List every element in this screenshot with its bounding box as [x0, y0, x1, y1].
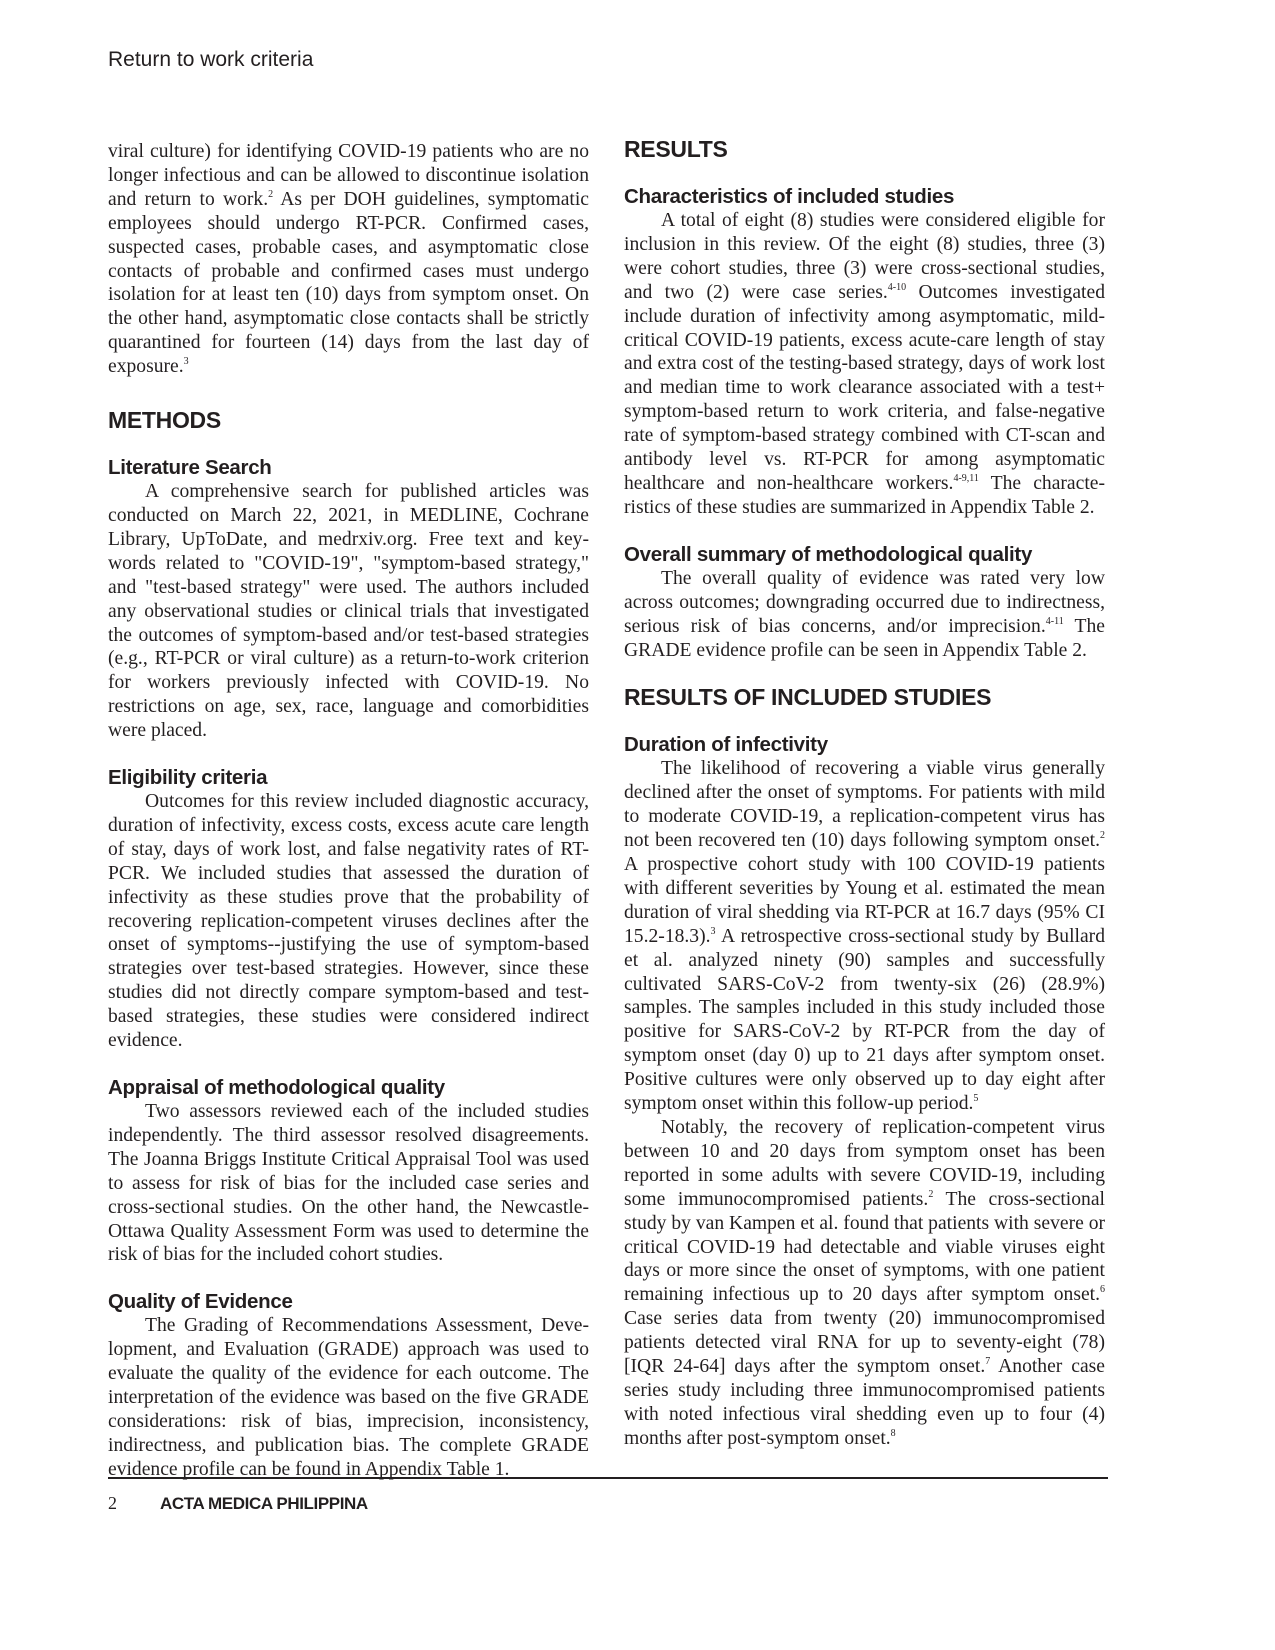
paragraph-text: A total of eight (8) studies were considered eligible for inclusion in this review. Of the eight (8) studies, three (3) were cohort studies, three (3) were cross-sectional studies, and two (2) were case series.: [624, 210, 1105, 303]
subsection-heading-characteristics: Characteristics of included studies: [624, 185, 955, 208]
running-title: Return to work criteria: [108, 48, 314, 71]
intro-continuation-paragraph: [108, 140, 589, 379]
paragraph-text: The characte-ristics of these studies are summarized in Appendix Table 2.: [624, 472, 1105, 518]
citation-ref: 2: [1100, 830, 1105, 842]
subsection-heading-duration-of-infectivity: Duration of infectivity: [624, 733, 828, 757]
literature-search-paragraph: A comprehensive search for published articles was conducted on March 22, 2021, in MEDLINE, Cochrane Library, UpToDate, and medrxiv.org. Free text and key-words related to "COVID-19", "symptom-based strategy," and "test-based strategy" were used. The authors included any observational studies or clinical trials that investigated the outcomes of symptom-based and/or test-based strategies (e.g., RT-PCR or viral culture) as a return-to-work criterion for workers previously infected with COVID-19. No restrictions on age, sex, race, language and comorbidities were placed.: [108, 481, 589, 742]
citation-ref: 4-9,11: [953, 472, 979, 484]
paragraph-text: The overall quality of evidence was rated very low across outcomes; downgrading occurred due to indirectness, serious risk of bias concerns, and/or imprecision.: [624, 567, 1105, 637]
footer-divider: [108, 1477, 1108, 1479]
citation-ref: 5: [973, 1093, 979, 1105]
citation-ref: 2: [268, 188, 274, 200]
paragraph-text: viral culture) for identifying COVID-19 patients who are no longer infectious and can be allowed to discontinue isolation and return to work.: [108, 141, 589, 210]
section-heading-results: RESULTS: [624, 136, 728, 162]
subsection-heading-appraisal: Appraisal of methodological quality: [108, 1076, 445, 1099]
subsection-heading-literature-search: Literature Search: [108, 456, 272, 480]
paragraph-text: Notably, the recovery of replication-competent virus between 10 and 20 days from symptom onset has been reported in some adults with severe COVID-19, including some immunocompromised patients.: [624, 1117, 1105, 1210]
paragraph-text: As per DOH guidelines, symptomatic employees should undergo RT-PCR. Confirmed cases, suspected cases, probable cases, and asymptomatic close contacts of probable and confirmed cases must undergo isolation for at least ten (10) days from symptom onset. On the other hand, asymptomatic close contacts shall be strictly quarantined for fourteen (14) days from the last day of exposure.: [108, 188, 589, 378]
subsection-heading-overall-summary: Overall summary of methodological quality: [624, 542, 1033, 566]
duration-of-infectivity-paragraph-1: [624, 757, 1105, 1116]
paragraph-text: Another case series study including three immunocompromised patients with noted infectious viral shedding even up to four (4) months after post-symptom onset.: [624, 1356, 1105, 1449]
quality-of-evidence-paragraph: The Grading of Recommendations Assessment, Deve-lopment, and Evaluation (GRADE) approach was used to evaluate the quality of the evidence for each outcome. The interpretation of the evidence was based on the five GRADE considerations: risk of bias, imprecision, inconsistency, indirectness, and publication bias. The complete GRADE evidence profile can be found in Appendix Table 1.: [108, 1315, 589, 1480]
appraisal-paragraph: Two assessors reviewed each of the included studies independently. The third assessor resolved disagreements. The Joanna Briggs Institute Critical Appraisal Tool was used to assess for risk of bias for the included case series and cross-sectional studies. On the other hand, the Newcastle-Ottawa Quality Assessment Form was used to determine the risk of bias for the included cohort studies.: [108, 1101, 589, 1266]
characteristics-paragraph: [624, 209, 1105, 520]
citation-ref: 2: [928, 1188, 934, 1200]
paragraph-text: The cross-sectional study by van Kampen et al. found that patients with severe or critical COVID-19 had detectable and viable viruses eight days or more since the onset of symptoms, with one patient remaining infectious up to 20 days after symptom onset.: [624, 1188, 1106, 1306]
section-heading-results-of-included-studies: RESULTS OF INCLUDED STUDIES: [624, 684, 992, 711]
subsection-heading-eligibility: Eligibility criteria: [108, 766, 268, 790]
duration-of-infectivity-paragraph-2: [624, 1116, 1105, 1451]
left-column: [108, 140, 589, 1482]
overall-summary-paragraph: [624, 567, 1105, 663]
paragraph-text: A prospective cohort study with 100 COVID-19 patients with different severities by Young et al. estimated the mean duration of viral shedding via RT-PCR at 16.7 days (95% CI 15.2-18.3).: [624, 854, 1105, 947]
subsection-heading-quality-of-evidence: Quality of Evidence: [108, 1290, 293, 1314]
paragraph-text: A retrospective cross-sectional study by Bullard et al. analyzed ninety (90) samples and successfully cultivated SARS-CoV-2 from twenty-six (26) (28.9%) samples. The samples included in this study included those positive for SARS-CoV-2 by RT-PCR from the day of symptom onset (day 0) up to 21 days after symptom onset. Positive cultures were only observed up to day eight after symptom onset within this follow-up period.: [624, 925, 1105, 1115]
section-heading-methods: METHODS: [108, 407, 221, 434]
citation-ref: 6: [1100, 1284, 1105, 1296]
page-footer: [108, 1493, 368, 1514]
paragraph-text: Outcomes investigated include duration of infectivity among asymptomatic, mild-critical COVID-19 patients, excess acute-care length of stay and extra cost of the testing-based strategy, days of work lost and median time to work clearance associated with a test+ symptom-based return to work criteria, and false-negative rate of symptom-based strategy combined with CT-scan and antibody level vs. RT-PCR for among asymptomatic healthcare and non-healthcare workers.: [624, 281, 1105, 494]
right-column: [624, 136, 1106, 1451]
paragraph-text: The GRADE evidence profile can be seen in Appendix Table 2.: [624, 615, 1105, 661]
citation-ref: 7: [985, 1356, 991, 1368]
journal-name: ACTA MEDICA PHILIPPINA: [160, 1494, 368, 1513]
citation-ref: 4-10: [887, 281, 907, 293]
citation-ref: 8: [890, 1427, 896, 1439]
paragraph-text: Case series data from twenty (20) immunocompromised patients detected viral RNA for up to seventy-eight (78) [IQR 24-64] days after the symptom onset.: [624, 1308, 1105, 1378]
citation-ref: 3: [710, 925, 716, 937]
citation-ref: 3: [183, 356, 189, 368]
paragraph-text: The likelihood of recovering a viable virus generally declined after the onset of symptoms. For patients with mild to moderate COVID-19, a replication-competent virus has not been recovered ten (10) days following symptom onset.: [624, 758, 1105, 852]
citation-ref: 4-11: [1045, 615, 1064, 627]
page-number: 2: [108, 1493, 117, 1513]
eligibility-paragraph: Outcomes for this review included diagnostic accuracy, duration of infectivity, excess costs, excess acute care length of stay, days of work lost, and false negativity rates of RT-PCR. We included studies that assessed the duration of infectivity as these studies prove that the probability of recovering replication-competent viruses declines after the onset of symptoms--justifying the use of symptom-based strategies over test-based strategies. However, since these studies did not directly compare symptom-based and test-based strategies, these studies were considered indirect evidence.: [108, 791, 589, 1052]
